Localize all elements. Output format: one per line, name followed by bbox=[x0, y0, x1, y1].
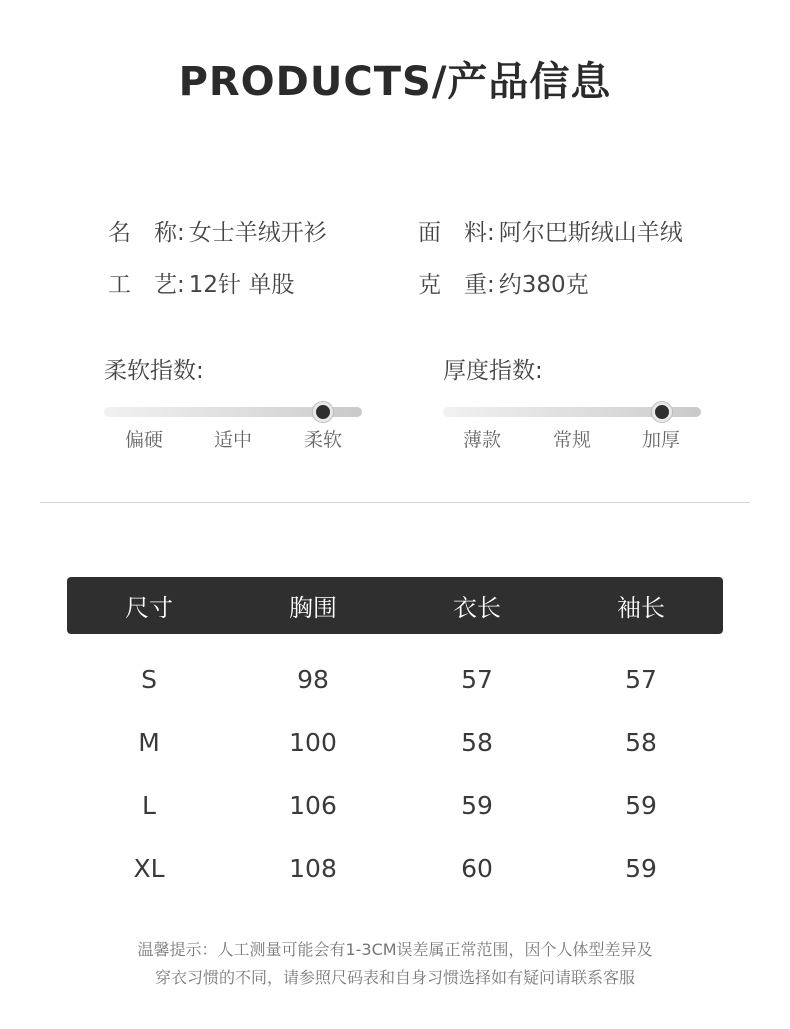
cell-length: 59 bbox=[461, 791, 493, 820]
thickness-title: 厚度指数: bbox=[443, 358, 543, 384]
info-value: 12针 单股 bbox=[188, 271, 295, 298]
table-row bbox=[67, 711, 723, 774]
table-row bbox=[67, 648, 723, 711]
info-fabric bbox=[418, 214, 748, 247]
cell-chest: 106 bbox=[289, 791, 337, 820]
softness-knob bbox=[313, 402, 333, 422]
info-label: 工 艺: bbox=[108, 271, 185, 298]
header-size: 尺寸 bbox=[125, 594, 173, 622]
cell-chest: 98 bbox=[297, 665, 329, 694]
product-info-grid bbox=[108, 204, 748, 308]
info-label: 克 重: bbox=[418, 271, 495, 298]
cell-size: XL bbox=[133, 854, 165, 883]
cell-sleeve: 58 bbox=[625, 728, 657, 757]
cell-length: 58 bbox=[461, 728, 493, 757]
cell-sleeve: 59 bbox=[625, 791, 657, 820]
info-value: 阿尔巴斯绒山羊绒 bbox=[498, 219, 683, 246]
thickness-tick: 薄款 bbox=[462, 429, 502, 451]
cell-size: M bbox=[138, 728, 160, 757]
cell-sleeve: 57 bbox=[625, 665, 657, 694]
info-value: 约380克 bbox=[498, 271, 589, 298]
size-table-body bbox=[67, 634, 723, 900]
info-weight bbox=[418, 266, 748, 299]
cell-length: 60 bbox=[461, 854, 493, 883]
softness-tick: 柔软 bbox=[303, 429, 343, 451]
header-sleeve: 袖长 bbox=[617, 594, 665, 622]
softness-index bbox=[104, 352, 364, 451]
header-length: 衣长 bbox=[453, 594, 501, 622]
info-craft bbox=[108, 266, 418, 299]
softness-title: 柔软指数: bbox=[104, 358, 204, 384]
softness-track bbox=[104, 407, 362, 417]
section-divider bbox=[40, 502, 750, 503]
size-table-header bbox=[67, 577, 723, 634]
thickness-tick: 加厚 bbox=[641, 429, 681, 451]
notice-line: 温馨提示：人工测量可能会有1-3CM误差属正常范围，因个人体型差异及 bbox=[137, 940, 653, 959]
softness-tick: 偏硬 bbox=[124, 429, 164, 451]
info-label: 面 料: bbox=[418, 219, 495, 246]
size-table bbox=[67, 577, 723, 900]
cell-sleeve: 59 bbox=[625, 854, 657, 883]
info-name bbox=[108, 214, 418, 247]
thickness-tick: 常规 bbox=[552, 429, 592, 451]
page-title: PRODUCTS/产品信息 bbox=[178, 59, 612, 105]
size-notice bbox=[0, 936, 790, 992]
thickness-ticks bbox=[443, 425, 701, 451]
cell-length: 57 bbox=[461, 665, 493, 694]
thickness-knob bbox=[652, 402, 672, 422]
thickness-track bbox=[443, 407, 701, 417]
table-row bbox=[67, 774, 723, 837]
cell-size: L bbox=[142, 791, 156, 820]
header-chest: 胸围 bbox=[289, 594, 337, 622]
cell-size: S bbox=[141, 665, 157, 694]
softness-ticks bbox=[104, 425, 362, 451]
table-row bbox=[67, 837, 723, 900]
cell-chest: 100 bbox=[289, 728, 337, 757]
info-row bbox=[108, 256, 748, 308]
notice-line: 穿衣习惯的不同，请参照尺码表和自身习惯选择如有疑问请联系客服 bbox=[154, 968, 635, 987]
thickness-index bbox=[443, 352, 703, 451]
softness-tick: 适中 bbox=[213, 429, 253, 451]
info-label: 名 称: bbox=[108, 219, 185, 246]
cell-chest: 108 bbox=[289, 854, 337, 883]
info-value: 女士羊绒开衫 bbox=[188, 219, 327, 246]
info-row bbox=[108, 204, 748, 256]
